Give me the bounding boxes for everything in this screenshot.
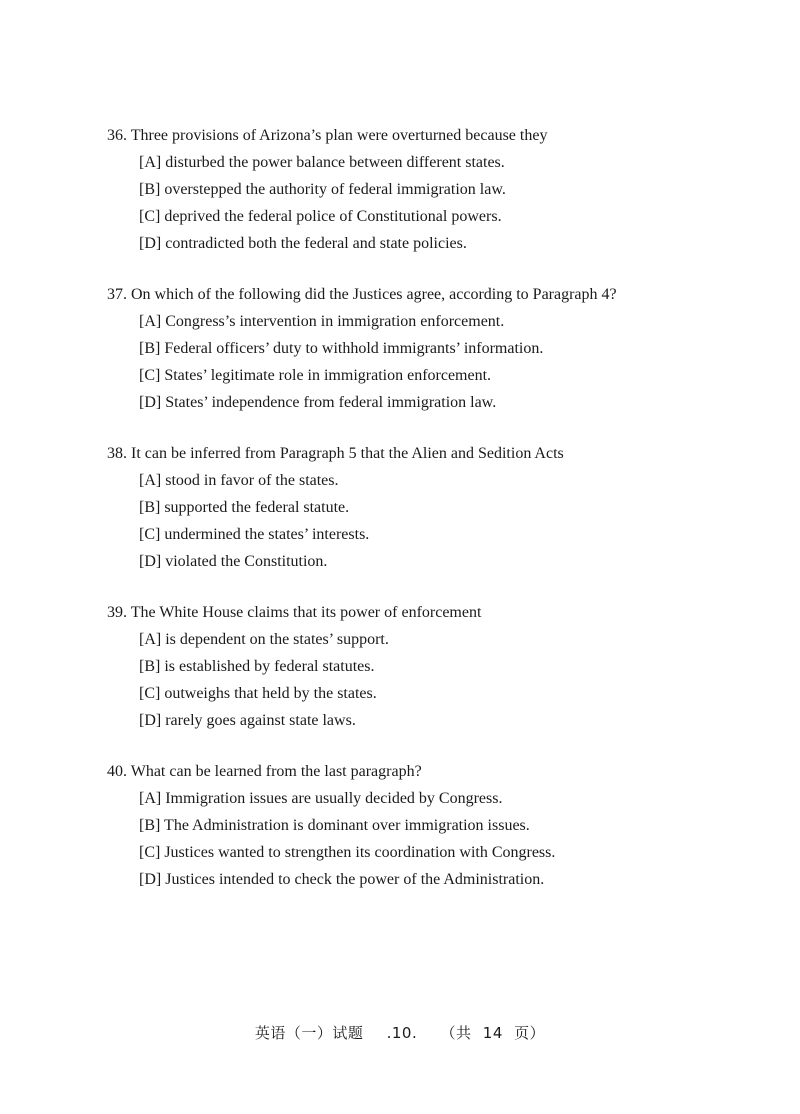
option-c: [C] States’ legitimate role in immigration enforcement. [139, 367, 492, 384]
option-c: [C] deprived the federal police of Constitutional powers. [139, 208, 502, 225]
question-stem: 39. The White House claims that its power of enforcement [107, 604, 482, 621]
question-stem: 38. It can be inferred from Paragraph 5 that the Alien and Sedition Acts [107, 445, 564, 462]
question-39 [107, 599, 767, 734]
option-c: [C] undermined the states’ interests. [139, 526, 370, 543]
question-38 [107, 440, 767, 575]
option-b: [B] Federal officers’ duty to withhold immigrants’ information. [139, 340, 544, 357]
option-b: [B] is established by federal statutes. [139, 658, 375, 675]
option-d: [D] Justices intended to check the power of the Administration. [139, 871, 545, 888]
footer-total-pages: （共 14 页） [440, 1024, 546, 1042]
option-a: [A] stood in favor of the states. [139, 472, 339, 489]
option-a: [A] is dependent on the states’ support. [139, 631, 389, 648]
footer-subject: 英语（一）试题 [254, 1024, 364, 1042]
question-36 [107, 122, 767, 257]
page-footer [0, 1022, 800, 1043]
option-b: [B] supported the federal statute. [139, 499, 350, 516]
option-d: [D] contradicted both the federal and state policies. [139, 235, 467, 252]
option-c: [C] outweighs that held by the states. [139, 685, 377, 702]
option-b: [B] The Administration is dominant over immigration issues. [139, 817, 530, 834]
question-stem: 37. On which of the following did the Justices agree, according to Paragraph 4? [107, 286, 617, 303]
option-c: [C] Justices wanted to strengthen its coordination with Congress. [139, 844, 556, 861]
question-stem: 36. Three provisions of Arizona’s plan were overturned because they [107, 127, 548, 144]
option-d: [D] States’ independence from federal immigration law. [139, 394, 497, 411]
option-a: [A] Congress’s intervention in immigration enforcement. [139, 313, 505, 330]
question-40 [107, 758, 767, 893]
question-stem: 40. What can be learned from the last paragraph? [107, 763, 422, 780]
option-d: [D] violated the Constitution. [139, 553, 328, 570]
footer-page-number: .10. [386, 1024, 418, 1042]
question-37 [107, 281, 767, 416]
option-a: [A] Immigration issues are usually decided by Congress. [139, 790, 503, 807]
option-a: [A] disturbed the power balance between different states. [139, 154, 505, 171]
question-list [107, 122, 767, 917]
option-b: [B] overstepped the authority of federal immigration law. [139, 181, 506, 198]
option-d: [D] rarely goes against state laws. [139, 712, 356, 729]
